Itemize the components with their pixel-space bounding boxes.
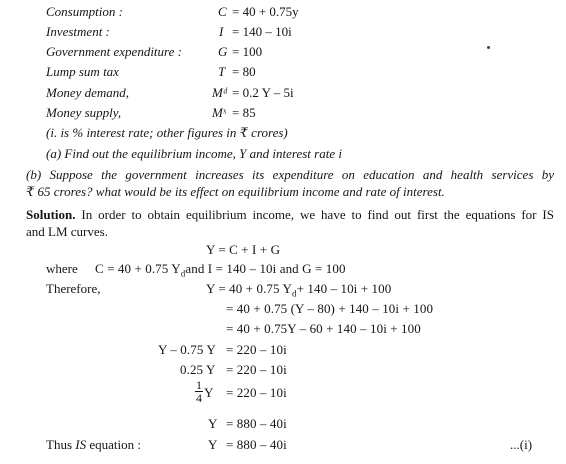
question-b-line2: ₹ 65 crores? what would be its effect on equilibrium income and rate of interest. <box>26 184 445 199</box>
definition-symbol: I <box>219 24 224 39</box>
equation-lhs: 0.25 Y <box>180 362 216 377</box>
subscript: d <box>180 268 186 279</box>
equation-step: = 40 + 0.75 (Y – 80) + 140 – 10i + 100 <box>226 301 434 316</box>
where-label: where <box>46 261 78 276</box>
equation-rhs: = 880 – 40i <box>226 437 287 452</box>
solution-intro-text: In order to obtain equilibrium income, we have to find out first the equations for IS <box>81 207 554 222</box>
definition-value: = 0.2 Y – 5i <box>232 85 294 100</box>
definition-label: Money demand, <box>46 85 130 100</box>
units-note: (i. is % interest rate; other figures in ₹ crores) <box>46 125 288 140</box>
equation-step <box>206 281 391 302</box>
therefore-label: Therefore, <box>46 281 101 296</box>
equation-lhs: Y – 0.75 Y <box>158 342 216 357</box>
equation-lhs: Y <box>204 385 214 400</box>
definition-value: = 85 <box>232 105 256 120</box>
is-equation-label: Thus IS equation : <box>46 437 141 452</box>
definition-value: = 100 <box>232 44 263 59</box>
step2-rest: + 140 – 10i + 100 <box>296 281 392 296</box>
where-eq-rest: and I = 140 – 10i and G = 100 <box>185 261 346 276</box>
fraction-denominator: 4 <box>196 391 202 405</box>
stray-mark <box>487 46 490 49</box>
equation-step: Y = C + I + G <box>206 242 281 257</box>
equation-lhs: Y <box>208 416 218 431</box>
definition-symbol: C <box>218 4 227 19</box>
definition-symbol: T <box>218 64 226 79</box>
definition-label: Lump sum tax <box>46 64 119 79</box>
fraction-one-quarter <box>195 379 203 404</box>
equation-rhs: = 220 – 10i <box>226 385 287 400</box>
definition-label: Consumption : <box>46 4 123 19</box>
equation-number: ...(i) <box>510 437 533 452</box>
question-b-line1: (b) Suppose the government increases its expenditure on education and health services by <box>26 167 554 182</box>
equation-rhs: = 880 – 40i <box>226 416 287 431</box>
definition-label: Money supply, <box>46 105 122 120</box>
equation-step: = 40 + 0.75Y – 60 + 140 – 10i + 100 <box>226 321 421 336</box>
definition-value: = 80 <box>232 64 256 79</box>
fraction-numerator: 1 <box>196 378 202 392</box>
definition-label: Government expenditure : <box>46 44 182 59</box>
where-equation <box>95 261 346 282</box>
definition-value: = 140 – 10i <box>232 24 292 39</box>
definition-label: Investment : <box>46 24 110 39</box>
definition-symbol: G <box>218 44 228 59</box>
solution-heading: Solution. <box>26 207 76 222</box>
solution-intro-line2: and LM curves. <box>26 224 108 239</box>
equation-rhs: = 220 – 10i <box>226 342 287 357</box>
definition-symbol: Mᵈ <box>212 85 227 100</box>
equation-lhs: Y <box>208 437 218 452</box>
definition-value: = 40 + 0.75y <box>232 4 299 19</box>
equation-rhs: = 220 – 10i <box>226 362 287 377</box>
step2-main: Y = 40 + 0.75 Y <box>206 281 292 296</box>
solution-intro-line1 <box>26 207 554 223</box>
definition-symbol: Mˢ <box>212 105 226 120</box>
where-eq-main: C = 40 + 0.75 Y <box>95 261 181 276</box>
question-a: (a) Find out the equilibrium income, Y and interest rate i <box>46 146 342 161</box>
subscript: d <box>291 288 297 299</box>
